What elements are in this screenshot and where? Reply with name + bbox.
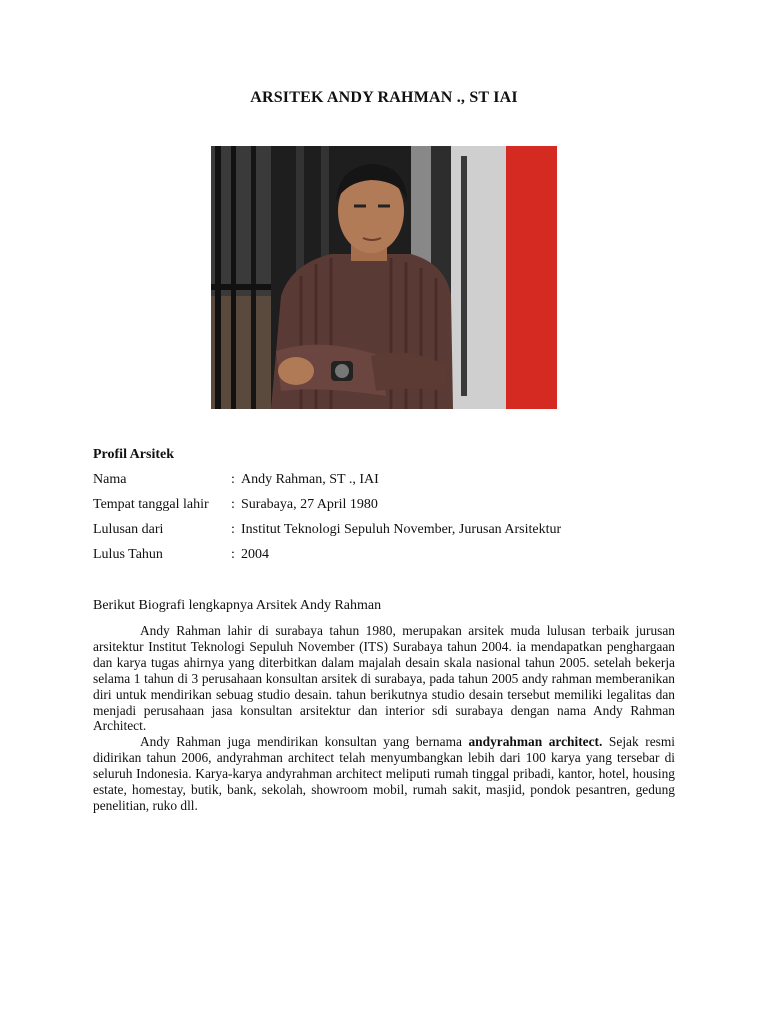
profile-colon: : xyxy=(231,522,235,537)
document-title: ARSITEK ANDY RAHMAN ., ST IAI xyxy=(250,89,518,106)
hand xyxy=(278,357,314,385)
profile-row-nama xyxy=(93,472,561,497)
light-wall xyxy=(451,146,506,409)
red-wall-panel xyxy=(506,146,557,409)
profile-row-education xyxy=(93,522,561,547)
profile-value: 2004 xyxy=(241,547,269,562)
portrait-illustration xyxy=(211,146,557,409)
gate-bar xyxy=(231,146,236,409)
biography-paragraph-2 xyxy=(93,734,675,814)
profile-colon: : xyxy=(231,472,235,487)
profile-row-birth xyxy=(93,497,561,522)
gate-rail xyxy=(211,284,281,290)
profile-value: Andy Rahman, ST ., IAI xyxy=(241,472,379,487)
profile-table xyxy=(93,472,561,572)
window-edge xyxy=(461,156,467,396)
profile-heading: Profil Arsitek xyxy=(93,447,175,462)
gate-bar xyxy=(215,146,221,409)
profile-colon: : xyxy=(231,497,235,512)
profile-colon: : xyxy=(231,547,235,562)
architect-portrait-photo xyxy=(211,146,557,409)
biography-intro: Berikut Biografi lengkapnya Arsitek Andy Rahman xyxy=(93,598,382,613)
watch-face xyxy=(335,364,349,378)
profile-label: Nama xyxy=(93,472,127,487)
paragraph-2-text: Andy Rahman juga mendirikan konsultan yang bernama xyxy=(140,734,469,750)
gate-bar xyxy=(251,146,256,409)
profile-value: Surabaya, 27 April 1980 xyxy=(241,497,378,512)
paragraph-2-continued: Sejak resmi didirikan tahun 2006, andyrahman architect telah menyumbangkan lebih dari 100 karya yang tersebar di seluruh Indonesia. Karya-karya andyrahman architect meliputi rumah tinggal pribadi, kantor, hotel, housing estate, homestay, butik, bank, sekolah, showroom mobil, rumah sakit, masjid, pondok pesantren, gedung penelitian, ruko dll. xyxy=(93,734,675,813)
profile-row-graduation-year xyxy=(93,547,561,572)
profile-label: Tempat tanggal lahir xyxy=(93,497,209,512)
biography-paragraph-1: Andy Rahman lahir di surabaya tahun 1980, merupakan arsitek muda lulusan terbaik jurusan arsitektur Institut Teknologi Sepuluh November (ITS) Surabaya tahun 2004. ia mendapatkan penghargaan dan karya tugas ahirnya yang diterbitkan dalam majalah desain skala nasional tahun 2005. setelah bekerja selama 1 tahun di 3 perusahaan konsultan arsitek di surabaya, pada tahun 2005 andy rahman memberanikan diri untuk mendirikan sebuag studio desain. tahun berikutnya studio desain tersebut memiliki legalitas dan menjadi perusahaan jasa konsultan arsitektur dan interior sdi surabaya dengan nama Andy Rahman Architect. xyxy=(93,623,675,734)
profile-value: Institut Teknologi Sepuluh November, Jurusan Arsitektur xyxy=(241,522,562,537)
firm-name-bold: andyrahman architect. xyxy=(468,734,603,750)
profile-label: Lulus Tahun xyxy=(93,547,163,562)
profile-label: Lulusan dari xyxy=(93,522,164,537)
biography-body xyxy=(93,623,675,814)
